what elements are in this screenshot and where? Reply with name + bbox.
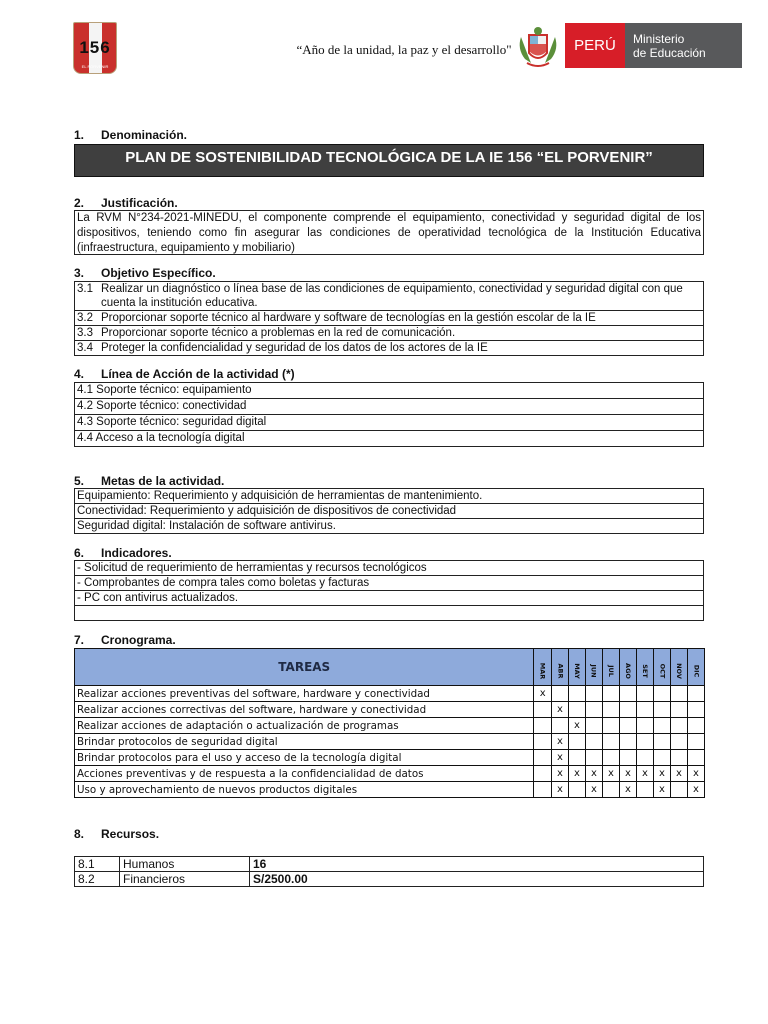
resources-table — [74, 856, 704, 887]
schedule-mark-cell — [552, 686, 569, 702]
task-label: Brindar protocolos para el uso y acceso de la tecnología digital — [75, 750, 534, 766]
section-3-heading: 3. Objetivo Específico. — [74, 266, 216, 280]
resource-value: 16 — [250, 857, 704, 872]
schedule-mark-cell — [671, 734, 688, 750]
goals-list — [74, 488, 704, 534]
schedule-mark-cell — [569, 750, 586, 766]
objective-item: 3.3 Proporcionar soporte técnico a problemas en la red de comunicación. — [75, 326, 703, 341]
month-header: NOV — [671, 649, 688, 686]
action-line-item: 4.3 Soporte técnico: seguridad digital — [75, 415, 703, 431]
month-header: OCT — [654, 649, 671, 686]
schedule-mark-cell: x — [688, 766, 705, 782]
task-label: Realizar acciones de adaptación o actualización de programas — [75, 718, 534, 734]
indicator-item: - Comprobantes de compra tales como boletas y facturas — [75, 576, 703, 591]
tasks-column-header: TAREAS — [75, 649, 534, 686]
ministry-line-2: de Educación — [633, 46, 706, 60]
month-header: SET — [637, 649, 654, 686]
action-line-item: 4.4 Acceso a la tecnología digital — [77, 432, 245, 444]
schedule-mark-cell — [688, 702, 705, 718]
schedule-mark-cell: x — [552, 750, 569, 766]
schedule-mark-cell — [620, 686, 637, 702]
schedule-task-row — [75, 686, 705, 702]
schedule-mark-cell — [654, 702, 671, 718]
schedule-mark-cell — [620, 702, 637, 718]
schedule-mark-cell: x — [688, 782, 705, 798]
action-line-item: 4.1 Soporte técnico: equipamiento — [75, 383, 703, 399]
section-6-heading: 6. Indicadores. — [74, 546, 172, 560]
schedule-mark-cell — [534, 702, 552, 718]
action-line-item: 4.2 Soporte técnico: conectividad — [75, 399, 703, 415]
schedule-mark-cell — [534, 734, 552, 750]
justification-box — [74, 210, 704, 255]
task-label: Realizar acciones preventivas del software, hardware y conectividad — [75, 686, 534, 702]
schedule-mark-cell — [654, 718, 671, 734]
resource-row — [75, 857, 704, 872]
schedule-mark-cell — [637, 782, 654, 798]
schedule-mark-cell — [688, 750, 705, 766]
schedule-mark-cell: x — [552, 734, 569, 750]
schedule-mark-cell — [671, 702, 688, 718]
schedule-mark-cell — [603, 782, 620, 798]
schedule-mark-cell: x — [671, 766, 688, 782]
schedule-task-row — [75, 750, 705, 766]
ministry-line-1: Ministerio — [633, 32, 685, 46]
schedule-header-row — [75, 649, 705, 686]
schedule-mark-cell: x — [552, 782, 569, 798]
month-header: DIC — [688, 649, 705, 686]
schedule-mark-cell — [569, 734, 586, 750]
schedule-mark-cell — [654, 734, 671, 750]
schedule-mark-cell: x — [586, 766, 603, 782]
schedule-mark-cell — [637, 734, 654, 750]
goal-item: Seguridad digital: Instalación de software antivirus. — [77, 520, 336, 532]
indicator-item: - Solicitud de requerimiento de herramientas y recursos tecnológicos — [75, 561, 703, 576]
task-label: Uso y aprovechamiento de nuevos productos digitales — [75, 782, 534, 798]
schedule-mark-cell — [620, 734, 637, 750]
month-header: ABR — [552, 649, 569, 686]
schedule-mark-cell — [603, 686, 620, 702]
goal-item: Equipamiento: Requerimiento y adquisición de herramientas de mantenimiento. — [75, 489, 703, 504]
schedule-mark-cell: x — [637, 766, 654, 782]
indicator-item-empty — [75, 606, 703, 620]
schedule-mark-cell: x — [534, 686, 552, 702]
schedule-mark-cell — [654, 686, 671, 702]
schedule-mark-cell — [534, 750, 552, 766]
schedule-mark-cell — [620, 718, 637, 734]
schedule-mark-cell: x — [620, 766, 637, 782]
section-2-heading: 2. Justificación. — [74, 196, 178, 210]
schedule-mark-cell: x — [654, 782, 671, 798]
schedule-mark-cell — [688, 686, 705, 702]
schedule-mark-cell — [603, 734, 620, 750]
coat-of-arms-icon — [517, 25, 559, 69]
schedule-mark-cell — [637, 718, 654, 734]
plan-title-banner: PLAN DE SOSTENIBILIDAD TECNOLÓGICA DE LA IE 156 “EL PORVENIR” — [74, 144, 704, 177]
section-7-heading: 7. Cronograma. — [74, 633, 176, 647]
schedule-mark-cell — [534, 718, 552, 734]
schedule-table — [74, 648, 705, 798]
schedule-mark-cell — [603, 702, 620, 718]
section-5-heading: 5. Metas de la actividad. — [74, 474, 225, 488]
schedule-mark-cell: x — [620, 782, 637, 798]
schedule-mark-cell — [586, 702, 603, 718]
task-label: Realizar acciones correctivas del software, hardware y conectividad — [75, 702, 534, 718]
indicator-item: - PC con antivirus actualizados. — [75, 591, 703, 606]
schedule-mark-cell — [637, 702, 654, 718]
section-1-heading: 1. Denominación. — [74, 128, 188, 142]
schedule-mark-cell: x — [569, 718, 586, 734]
schedule-mark-cell — [586, 686, 603, 702]
schedule-mark-cell — [534, 782, 552, 798]
month-header: JUN — [586, 649, 603, 686]
task-label: Brindar protocolos de seguridad digital — [75, 734, 534, 750]
resource-type: Financieros — [120, 872, 250, 887]
schedule-task-row — [75, 702, 705, 718]
resource-row — [75, 872, 704, 887]
schedule-mark-cell — [671, 718, 688, 734]
schedule-mark-cell — [688, 734, 705, 750]
resource-number: 8.2 — [75, 872, 120, 887]
schedule-mark-cell — [569, 782, 586, 798]
objective-item: 3.4 Proteger la confidencialidad y seguridad de los datos de los actores de la IE — [77, 342, 488, 354]
schedule-mark-cell: x — [552, 702, 569, 718]
year-motto: “Año de la unidad, la paz y el desarrollo" — [296, 42, 512, 57]
schedule-mark-cell — [671, 750, 688, 766]
schedule-mark-cell — [671, 782, 688, 798]
schedule-mark-cell: x — [654, 766, 671, 782]
schedule-mark-cell — [569, 702, 586, 718]
schedule-task-row — [75, 718, 705, 734]
schedule-mark-cell — [534, 766, 552, 782]
schedule-mark-cell — [688, 718, 705, 734]
resource-value: S/2500.00 — [250, 872, 704, 887]
schedule-mark-cell — [637, 750, 654, 766]
justification-text: La RVM N°234-2021-MINEDU, el componente comprende el equipamiento, conectividad y seguridad digital de los dispositivos, teniendo como fin asegurar las condiciones de operatividad tecnológica de la Institución Educativa (infraestructura, equipamiento y mobiliario) — [77, 212, 701, 254]
schedule-mark-cell — [603, 718, 620, 734]
schedule-mark-cell — [603, 750, 620, 766]
task-label: Acciones preventivas y de respuesta a la confidencialidad de datos — [75, 766, 534, 782]
schedule-mark-cell: x — [586, 782, 603, 798]
month-header: MAR — [534, 649, 552, 686]
schedule-task-row — [75, 734, 705, 750]
section-4-heading: 4. Línea de Acción de la actividad (*) — [74, 367, 295, 381]
schedule-mark-cell — [569, 686, 586, 702]
section-8-heading: 8. Recursos. — [74, 827, 160, 841]
resource-type: Humanos — [120, 857, 250, 872]
peru-brand-label: PERÚ — [565, 23, 625, 68]
schedule-mark-cell — [654, 750, 671, 766]
resource-number: 8.1 — [75, 857, 120, 872]
indicators-list — [74, 560, 704, 621]
schedule-mark-cell: x — [603, 766, 620, 782]
ministry-logo — [625, 23, 742, 68]
schedule-mark-cell — [586, 734, 603, 750]
objective-item: 3.2 Proporcionar soporte técnico al hardware y software de tecnologías en la gestión escolar de la IE — [75, 311, 703, 326]
objective-item: 3.1 Realizar un diagnóstico o línea base de las condiciones de equipamiento, conectividad y seguridad digital con que cuenta la institución educativa. — [75, 282, 703, 311]
objectives-list — [74, 281, 704, 356]
school-logo-number: 156 — [79, 38, 111, 57]
schedule-mark-cell — [620, 750, 637, 766]
schedule-mark-cell — [637, 686, 654, 702]
schedule-mark-cell: x — [552, 766, 569, 782]
schedule-mark-cell — [586, 718, 603, 734]
schedule-mark-cell — [552, 718, 569, 734]
goal-item: Conectividad: Requerimiento y adquisición de dispositivos de conectividad — [75, 504, 703, 519]
schedule-mark-cell — [671, 686, 688, 702]
month-header: JUL — [603, 649, 620, 686]
school-logo-caption: EL PORVENIR — [81, 64, 109, 69]
schedule-mark-cell: x — [569, 766, 586, 782]
schedule-task-row — [75, 766, 705, 782]
action-lines-list — [74, 382, 704, 447]
schedule-mark-cell — [586, 750, 603, 766]
month-header: MAY — [569, 649, 586, 686]
month-header: AGO — [620, 649, 637, 686]
schedule-task-row — [75, 782, 705, 798]
